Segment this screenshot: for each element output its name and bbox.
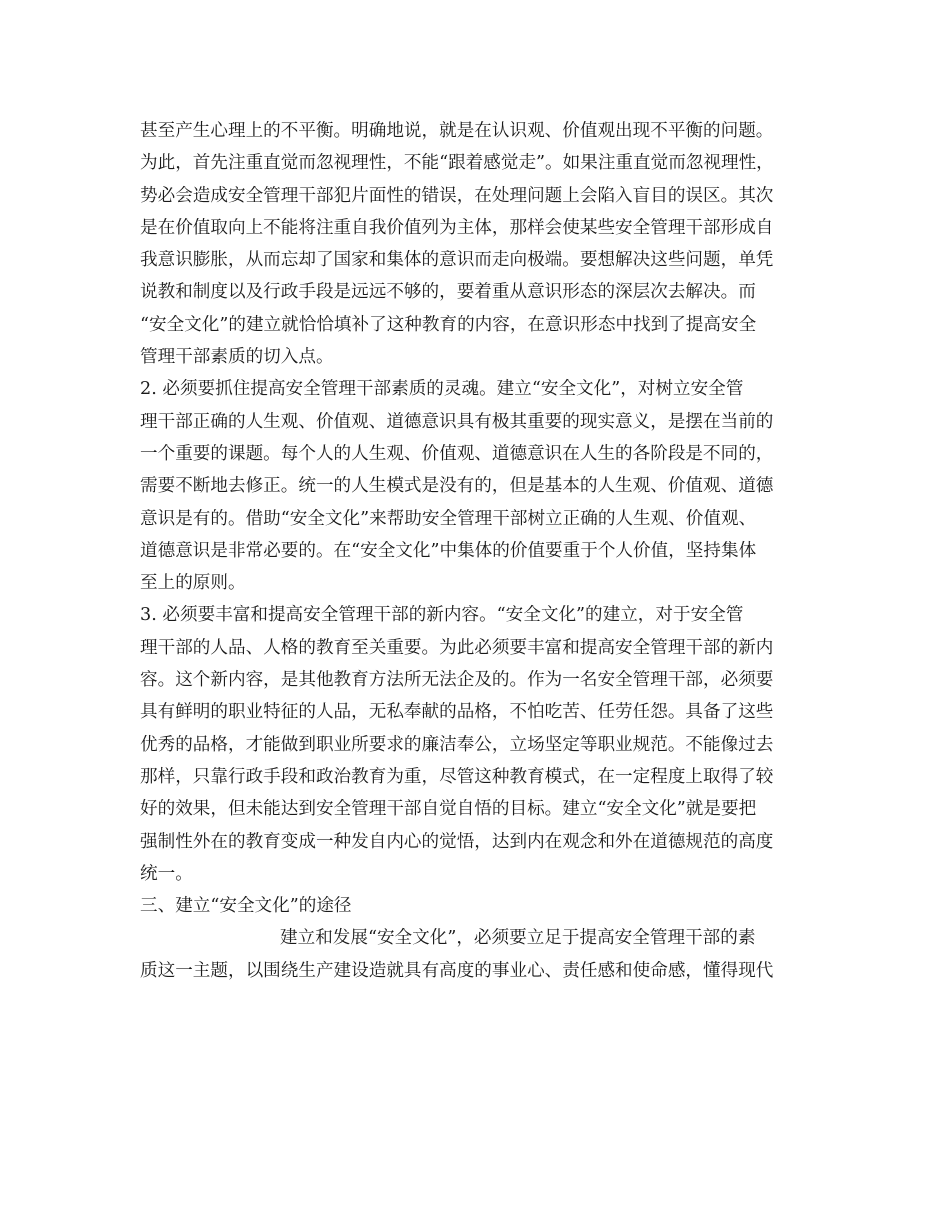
text-line: 理干部正确的人生观、价值观、道德意识具有极其重要的现实意义，是摆在当前的: [140, 411, 774, 432]
text-line: 强制性外在的教育变成一种发自内心的觉悟，达到内在观念和外在道德规范的高度: [140, 831, 774, 852]
text-line: 优秀的品格，才能做到职业所要求的廉洁奉公，立场坚定等职业规范。不能像过去: [140, 734, 774, 755]
numbered-item-3-line: 3. 必须要丰富和提高安全管理干部的新内容。“安全文化”的建立，对于安全管: [140, 605, 744, 626]
text-line: 说教和制度以及行政手段是远远不够的，要着重从意识形态的深层次去解决。而: [140, 282, 756, 303]
text-line: 质这一主题，以围绕生产建设造就具有高度的事业心、责任感和使命感，懂得现代: [140, 960, 774, 981]
text-line: 至上的原则。: [140, 573, 246, 594]
text-line: 需要不断地去修正。统一的人生模式是没有的，但是基本的人生观、价值观、道德: [140, 476, 774, 497]
section-heading: 三、建立“安全文化”的途径: [140, 896, 352, 917]
text-line: 甚至产生心理上的不平衡。明确地说，就是在认识观、价值观出现不平衡的问题。: [140, 121, 774, 141]
text-line: 意识是有的。借助“安全文化”来帮助安全管理干部树立正确的人生观、价值观、: [140, 508, 757, 529]
text-line: 理干部的人品、人格的教育至关重要。为此必须要丰富和提高安全管理干部的新内: [140, 637, 774, 658]
text-line: 我意识膨胀，从而忘却了国家和集体的意识而走向极端。要想解决这些问题，单凭: [140, 250, 774, 271]
text-line: 容。这个新内容，是其他教育方法所无法企及的。作为一名安全管理干部，必须要: [140, 670, 774, 691]
text-line: 好的效果，但未能达到安全管理干部自觉自悟的目标。建立“安全文化”就是要把: [140, 799, 757, 820]
text-line: 道德意识是非常必要的。在“安全文化”中集体的价值要重于个人价值，坚持集体: [140, 540, 757, 561]
text-line: 具有鲜明的职业特征的人品，无私奉献的品格，不怕吃苦、任劳任怨。具备了这些: [140, 702, 774, 723]
document-body: [140, 115, 830, 987]
text-line: “安全文化”的建立就恰恰填补了这种教育的内容，在意识形态中找到了提高安全: [140, 314, 757, 335]
numbered-item-2-line: 2. 必须要抓住提高安全管理干部素质的灵魂。建立“安全文化”，对树立安全管: [140, 379, 744, 400]
text-line: 势必会造成安全管理干部犯片面性的错误，在处理问题上会陷入盲目的误区。其次: [140, 185, 774, 206]
text-line: 管理干部素质的切入点。: [140, 347, 334, 368]
text-line: 一个重要的课题。每个人的人生观、价值观、道德意识在人生的各阶段是不同的，: [140, 443, 774, 464]
text-line: 统一。: [140, 863, 193, 884]
text-line: 是在价值取向上不能将注重自我价值列为主体，那样会使某些安全管理干部形成自: [140, 217, 774, 238]
text-line: 那样，只靠行政手段和政治教育为重，尽管这种教育模式，在一定程度上取得了较: [140, 766, 774, 787]
indented-paragraph-start: 建立和发展“安全文化”，必须要立足于提高安全管理干部的素: [280, 928, 756, 949]
text-line: 为此，首先注重直觉而忽视理性，不能“跟着感觉走”。如果注重直觉而忽视理性，: [140, 153, 774, 174]
